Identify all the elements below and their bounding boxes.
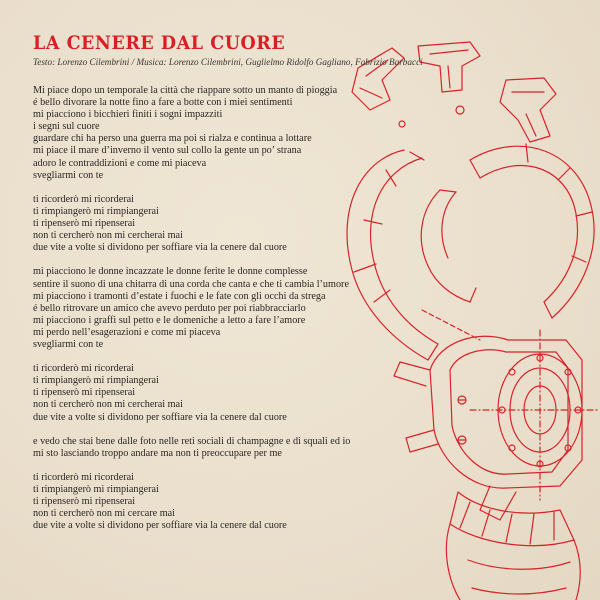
stanza-chorus-1 <box>33 194 453 254</box>
lyric-line: non ti cercherò non mi cercherai mai <box>33 399 183 411</box>
lyric-line: ti rimpiangerò mi rimpiangerai <box>33 375 159 387</box>
heart-arc-right <box>470 146 594 318</box>
bracket-right <box>500 78 556 142</box>
lyric-line: due vite a volte si dividono per soffiare via la cenere dal cuore <box>33 520 287 532</box>
lyric-line: non ti cercherò non mi cercare mai <box>33 508 175 520</box>
stanza-chorus-2 <box>33 363 453 423</box>
lyric-line: mi sto lasciando troppo andare ma non ti preoccupare per me <box>33 447 282 459</box>
lyric-line: Mi piace dopo un temporale la città che riappare sotto un manto di pioggia <box>33 85 338 96</box>
lyric-line: adoro le contraddizioni e come mi piaceva <box>33 157 207 169</box>
lyric-line: svegliarmi con te <box>33 338 104 350</box>
lyric-line: mi perdo nell’esagerazioni e come mi piaceva <box>33 326 221 338</box>
stanza-bridge <box>33 436 453 460</box>
lyric-line: é bello divorare la notte fino a fare a botte con i miei sentimenti <box>33 97 293 109</box>
lyric-line: guardare chi ha perso una guerra ma poi si rialza e continua a lottare <box>33 133 312 145</box>
lyric-line: svegliarmi con te <box>33 169 104 181</box>
lyric-line: sentire il suono di una chitarra di una corda che canta e che ti cambia l’umore <box>33 278 349 290</box>
stanza-verse-1 <box>33 85 453 182</box>
stanza-chorus-3 <box>33 472 453 532</box>
stanza-verse-2 <box>33 266 453 351</box>
lyric-line: ti ripenserò mi ripenserai <box>33 218 136 230</box>
lyric-line: mi piace il mare d’inverno il vento sul collo la gente un po’ strana <box>33 145 302 157</box>
lyric-line: ti rimpiangerò mi rimpiangerai <box>33 484 159 496</box>
lyric-line: mi piacciono i bicchieri finiti i sogni impazziti <box>33 109 223 121</box>
lyric-line: non ti cercherò non mi cercherai mai <box>33 230 183 242</box>
lyric-line: ti ricorderò mi ricorderai <box>33 363 134 375</box>
lyric-line: e vedo che stai bene dalle foto nelle reti sociali di champagne e di squali ed io <box>33 435 351 447</box>
lyrics <box>33 85 453 545</box>
lyric-line: due vite a volte si dividono per soffiare via la cenere dal cuore <box>33 242 287 254</box>
lyric-line: due vite a volte si dividono per soffiare via la cenere dal cuore <box>33 411 287 423</box>
lyric-line: ti ripenserò mi ripenserai <box>33 387 136 399</box>
lyric-line: ti rimpiangerò mi rimpiangerai <box>33 205 159 217</box>
lyric-line: mi piacciono i tramonti d’estate i fuochi e le fate con gli occhi da strega <box>33 290 326 302</box>
lyric-line: mi piacciono le donne incazzate le donne ferite le donne complesse <box>33 266 308 278</box>
lyric-line: é bello ritrovare un amico che avevo perduto per poi riabbracciarlo <box>33 302 306 314</box>
lyric-line: i segni sul cuore <box>33 121 100 133</box>
lyric-line: ti ricorderò mi ricorderai <box>33 472 134 483</box>
lyric-line: ti ricorderò mi ricorderai <box>33 193 134 205</box>
lyric-line: mi piacciono i graffi sul petto e le domeniche a letto a fare l’amore <box>33 314 306 326</box>
song-credits: Testo: Lorenzo Cilembrini / Musica: Lorenzo Cilembrini, Guglielmo Ridolfo Gagliano, Fabrizio Barbacci <box>33 57 423 67</box>
song-title: LA CENERE DAL CUORE <box>33 32 286 54</box>
lyric-line: ti ripenserò mi ripenserai <box>33 496 136 508</box>
